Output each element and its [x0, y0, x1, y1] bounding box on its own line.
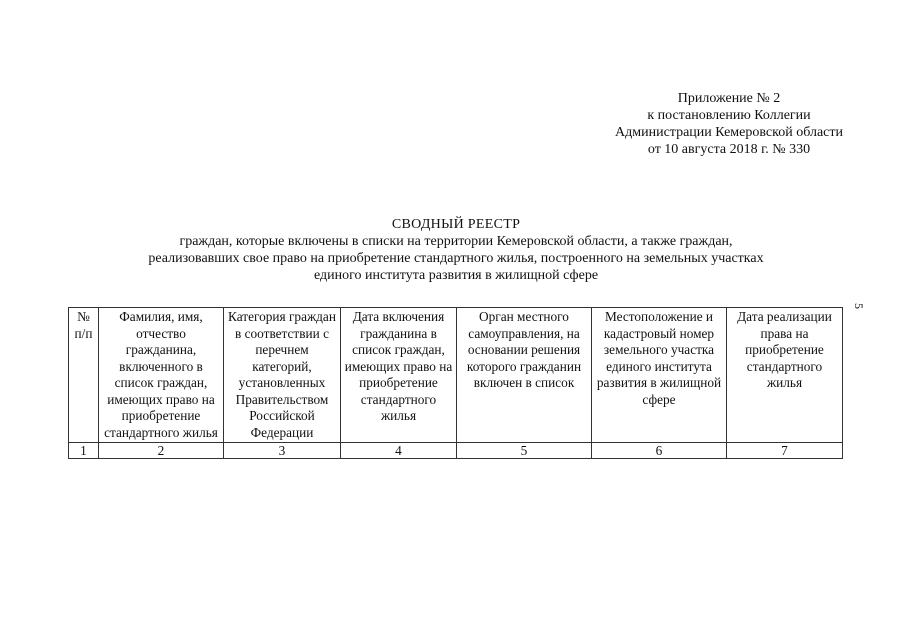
column-number-cell: 1 [69, 443, 99, 459]
header-number: № п/п [69, 308, 99, 443]
appendix-header [615, 90, 843, 158]
column-number-cell: 6 [592, 443, 727, 459]
document-heading [70, 216, 842, 284]
table-header-row [69, 308, 843, 443]
column-number-cell: 7 [727, 443, 843, 459]
column-number-cell: 2 [99, 443, 224, 459]
column-number-cell: 4 [341, 443, 457, 459]
column-number-cell: 5 [457, 443, 592, 459]
header-category: Категория граждан в соответствии с перечнем категорий, установленных Правительством Российской Федерации [224, 308, 341, 443]
page-number: 5 [852, 303, 866, 309]
header-land-plot: Местоположение и кадастровый номер земельного участка единого института развития в жилищной сфере [592, 308, 727, 443]
document-subtitle-line: реализовавших свое право на приобретение стандартного жилья, построенного на земельных участках [148, 251, 764, 266]
document-subtitle-line: граждан, которые включены в списки на территории Кемеровской области, а также граждан, [179, 234, 733, 249]
column-number-cell: 3 [224, 443, 341, 459]
appendix-line: от 10 августа 2018 г. № 330 [647, 142, 811, 157]
registry-table [68, 307, 843, 459]
appendix-line: к постановлению Коллегии [647, 108, 811, 123]
header-full-name: Фамилия, имя, отчество гражданина, включенного в список граждан, имеющих право на приобретение стандартного жилья [99, 308, 224, 443]
document-subtitle-line: единого института развития в жилищной сфере [313, 268, 599, 283]
header-inclusion-date: Дата включения гражданина в список граждан, имеющих право на приобретение стандартного жилья [341, 308, 457, 443]
appendix-line: Администрации Кемеровской области [615, 125, 843, 140]
table-row [69, 443, 843, 459]
appendix-line: Приложение № 2 [677, 91, 781, 106]
document-title: СВОДНЫЙ РЕЕСТР [391, 217, 521, 232]
header-local-authority: Орган местного самоуправления, на основании решения которого гражданин включен в список [457, 308, 592, 443]
header-realization-date: Дата реализации права на приобретение стандартного жилья [727, 308, 843, 443]
